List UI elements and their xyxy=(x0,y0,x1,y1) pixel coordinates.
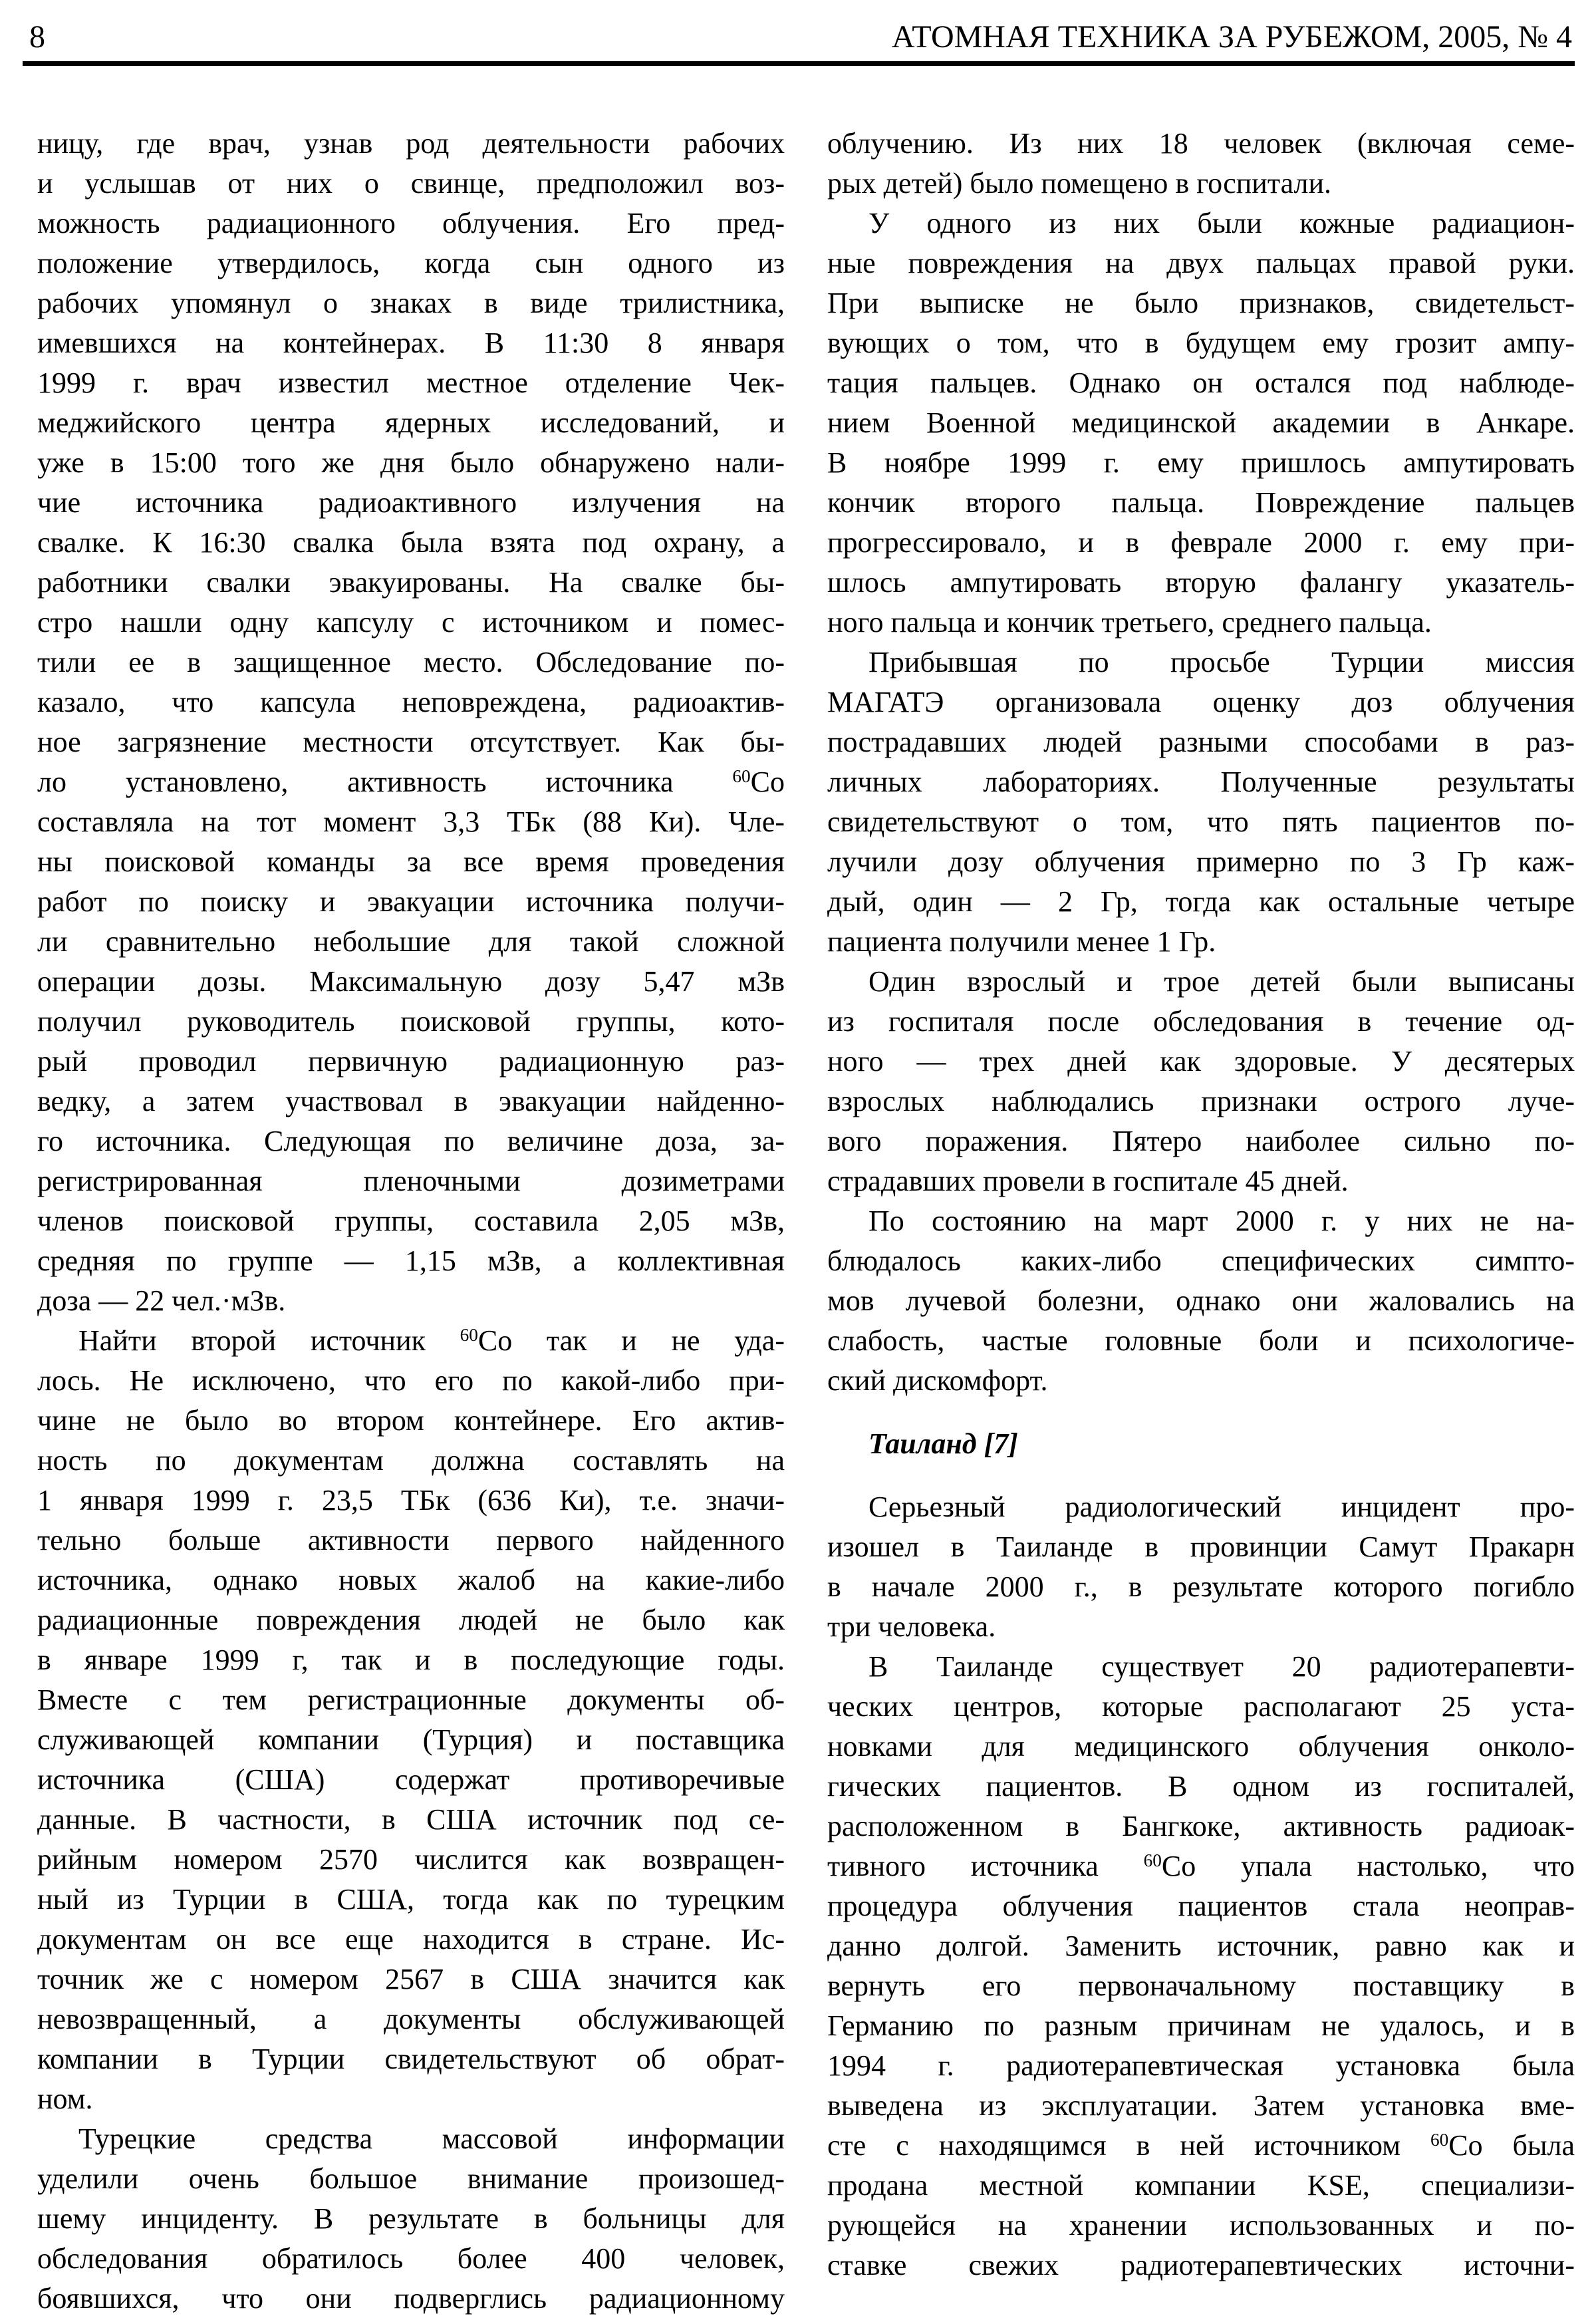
text-line: Вместе с тем регистрационные документы об- xyxy=(37,1683,785,1716)
text-line: ное загрязнение местности отсутствует. Как бы- xyxy=(37,726,785,758)
text-line: 1999 г. врач известил местное отделение Чек- xyxy=(37,366,785,399)
text-line: шлось ампутировать вторую фалангу указатель- xyxy=(827,566,1575,599)
isotope-superscript: 60 xyxy=(1430,2130,1449,2150)
paragraph xyxy=(827,204,1575,643)
text-line: вернуть его первоначальному поставщику в xyxy=(827,1969,1575,2002)
text-line: ский дискомфорт. xyxy=(827,1364,1048,1397)
text-line: По состоянию на март 2000 г. у них не на- xyxy=(868,1205,1575,1237)
text-line: пациента получили менее 1 Гр. xyxy=(827,925,1216,958)
text-line: У одного из них были кожные радиацион- xyxy=(868,207,1575,239)
text-line: положение утвердилось, когда сын одного из xyxy=(37,247,785,279)
text-line: Прибывшая по просьбе Турции миссия xyxy=(868,646,1575,678)
text-line: ные повреждения на двух пальцах правой руки. xyxy=(827,247,1575,279)
text-line: страдавших провели в госпитале 45 дней. xyxy=(827,1165,1349,1197)
text-line: доза — 22 чел.·мЗв. xyxy=(37,1284,286,1317)
text-line: ном. xyxy=(37,2083,93,2115)
text-line: новками для медицинского облучения онколо- xyxy=(827,1730,1575,1763)
section-heading xyxy=(827,1424,1575,1464)
paragraph xyxy=(37,1321,785,2119)
right-column xyxy=(827,124,1575,2285)
isotope-superscript: 60 xyxy=(460,1325,478,1346)
paragraph xyxy=(827,1487,1575,1647)
text-line: изошел в Таиланде в провинции Самут Пракарн xyxy=(827,1530,1575,1563)
text-line: ный из Турции в США, тогда как по турецким xyxy=(37,1883,785,1916)
header-divider xyxy=(23,61,1575,66)
text-line: ность по документам должна составлять на xyxy=(37,1444,785,1477)
text-line: личных лабораториях. Полученные результаты xyxy=(827,766,1575,798)
text-line: данные. В частности, в США источник под се- xyxy=(37,1803,785,1836)
text-line: рабочих упомянул о знаках в виде трилистника, xyxy=(37,287,785,319)
paragraph xyxy=(827,643,1575,962)
text-line: лучили дозу облучения примерно по 3 Гр каж- xyxy=(827,845,1575,878)
text-line: расположенном в Бангкоке, активность радиоак- xyxy=(827,1810,1575,1842)
text-line: Один взрослый и трое детей были выписаны xyxy=(868,965,1575,998)
text-line: выведена из эксплуатации. Затем установка вме- xyxy=(827,2089,1575,2122)
text-line: стро нашли одну капсулу с источником и помес- xyxy=(37,606,785,639)
text-line: компании в Турции свидетельствуют об обрат- xyxy=(37,2043,785,2075)
text-line: кончик второго пальца. Повреждение пальцев xyxy=(827,486,1575,519)
isotope-superscript: 60 xyxy=(732,766,751,787)
text-line: Германию по разным причинам не удалось, и в xyxy=(827,2009,1575,2042)
text-line: имевшихся на контейнерах. В 11:30 8 января xyxy=(37,327,785,359)
text-line: боявшихся, что они подверглись радиационному xyxy=(37,2282,785,2315)
text-line: источника, однако новых жалоб на какие-либо xyxy=(37,1564,785,1596)
text-line: продана местной компании KSE, специализи- xyxy=(827,2169,1575,2202)
text-line: рых детей) было помещено в госпитали. xyxy=(827,167,1332,200)
text-line: рый проводил первичную радиационную раз- xyxy=(37,1045,785,1078)
text-line: ного — трех дней как здоровые. У десятерых xyxy=(827,1045,1575,1078)
text-line: уделили очень большое внимание произошед- xyxy=(37,2162,785,2195)
text-line: ного пальца и кончик третьего, среднего пальца. xyxy=(827,606,1432,639)
text-line: членов поисковой группы, составила 2,05 мЗв, xyxy=(37,1205,785,1237)
text-line: невозвращенный, а документы обслуживающей xyxy=(37,2003,785,2035)
text-line: процедура облучения пациентов стала неоправ- xyxy=(827,1890,1575,1922)
text-line: 1 января 1999 г. 23,5 ТБк (636 Ки), т.е. значи- xyxy=(37,1484,785,1517)
text-line: тили ее в защищенное место. Обследование по- xyxy=(37,646,785,678)
text-line: документам он все еще находится в стране. Ис- xyxy=(37,1923,785,1956)
text-line: точник же с номером 2567 в США значится как xyxy=(37,1963,785,1995)
text-line: 1994 г. радиотерапевтическая установка была xyxy=(827,2049,1575,2082)
text-line: в январе 1999 г, так и в последующие годы. xyxy=(37,1644,785,1676)
page-number: 8 xyxy=(29,19,45,55)
text-line: облучению. Из них 18 человек (включая семе- xyxy=(827,127,1575,160)
text-line: го источника. Следующая по величине доза, за- xyxy=(37,1125,785,1157)
text-line: чине не было во втором контейнере. Его актив- xyxy=(37,1404,785,1437)
text-line: слабость, частые головные боли и психологиче- xyxy=(827,1324,1575,1357)
text-line: вующих о том, что в будущем ему грозит ампу- xyxy=(827,327,1575,359)
text-line: Серьезный радиологический инцидент про- xyxy=(868,1491,1575,1523)
text-line: казало, что капсула неповреждена, радиоактив- xyxy=(37,686,785,718)
text-line: ны поисковой команды за все время проведения xyxy=(37,845,785,878)
paragraph xyxy=(827,1647,1575,2285)
paragraph-continued xyxy=(827,124,1575,204)
text-line: работники свалки эвакуированы. На свалке бы- xyxy=(37,566,785,599)
text-line: пострадавших людей разными способами в раз- xyxy=(827,726,1575,758)
text-line: взрослых наблюдались признаки острого луче- xyxy=(827,1085,1575,1117)
journal-title: АТОМНАЯ ТЕХНИКА ЗА РУБЕЖОМ, 2005, № 4 xyxy=(891,19,1572,55)
isotope-superscript: 60 xyxy=(1143,1850,1162,1871)
text-line: сте с находящимся в ней источником $^{60}$Co была xyxy=(827,2129,1575,2162)
text-line: мов лучевой болезни, однако они жаловались на xyxy=(827,1284,1575,1317)
text-line: из госпиталя после обследования в течение од- xyxy=(827,1005,1575,1038)
text-line: В ноябре 1999 г. ему пришлось ампутировать xyxy=(827,446,1575,479)
text-line: МАГАТЭ организовала оценку доз облучения xyxy=(827,686,1575,718)
text-line: получил руководитель поисковой группы, кото- xyxy=(37,1005,785,1038)
left-column xyxy=(37,124,785,2319)
text-line: в начале 2000 г., в результате которого погибло xyxy=(827,1570,1575,1603)
text-line: операции дозы. Максимальную дозу 5,47 мЗв xyxy=(37,965,785,998)
text-line: гических пациентов. В одном из госпиталей, xyxy=(827,1770,1575,1803)
text-line: нием Военной медицинской академии в Анкаре. xyxy=(827,406,1575,439)
text-line: лось. Не исключено, что его по какой-либо при- xyxy=(37,1364,785,1397)
text-line: средняя по группе — 1,15 мЗв, а коллективная xyxy=(37,1244,785,1277)
text-line: можность радиационного облучения. Его пред- xyxy=(37,207,785,239)
text-line: рующейся на хранении использованных и по- xyxy=(827,2209,1575,2242)
text-line: служивающей компании (Турция) и поставщика xyxy=(37,1723,785,1756)
text-line: рийным номером 2570 числится как возвращен- xyxy=(37,1843,785,1876)
text-line: тельно больше активности первого найденного xyxy=(37,1524,785,1556)
text-line: блюдалось каких-либо специфических симпто- xyxy=(827,1244,1575,1277)
paragraph-continued xyxy=(37,124,785,1321)
text-line: свалке. К 16:30 свалка была взята под охрану, а xyxy=(37,526,785,559)
text-line: данно долгой. Заменить источник, равно как и xyxy=(827,1930,1575,1962)
heading-text: Таиланд [7] xyxy=(868,1427,1018,1460)
text-line: ведку, а затем участвовал в эвакуации найденно- xyxy=(37,1085,785,1117)
text-line: шему инциденту. В результате в больницы для xyxy=(37,2202,785,2235)
text-line: тивного источника $^{60}$Co упала настолько, что xyxy=(827,1850,1575,1882)
text-line: вого поражения. Пятеро наиболее сильно по- xyxy=(827,1125,1575,1157)
paragraph xyxy=(827,962,1575,1201)
paragraph xyxy=(827,1201,1575,1401)
text-line: ческих центров, которые располагают 25 уста- xyxy=(827,1690,1575,1723)
text-line: ло установлено, активность источника $^{60}$Co xyxy=(37,766,785,798)
text-line: При выписке не было признаков, свидетельст- xyxy=(827,287,1575,319)
text-line: свидетельствуют о том, что пять пациентов по- xyxy=(827,805,1575,838)
text-line: меджийского центра ядерных исследований, и xyxy=(37,406,785,439)
text-line: и услышав от них о свинце, предположил воз- xyxy=(37,167,785,200)
text-line: ницу, где врач, узнав род деятельности рабочих xyxy=(37,127,785,160)
text-line: тация пальцев. Однако он остался под наблюде- xyxy=(827,366,1575,399)
text-line: регистрированная пленочными дозиметрами xyxy=(37,1165,785,1197)
text-line: Найти второй источник $^{60}$Co так и не уда- xyxy=(78,1324,785,1357)
text-line: ли сравнительно небольшие для такой сложной xyxy=(37,925,785,958)
text-line: ставке свежих радиотерапевтических источни- xyxy=(827,2249,1575,2281)
text-line: Турецкие средства массовой информации xyxy=(78,2122,785,2155)
text-line: прогрессировало, и в феврале 2000 г. ему при- xyxy=(827,526,1575,559)
text-line: дый, один — 2 Гр, тогда как остальные четыре xyxy=(827,885,1575,918)
text-line: составляла на тот момент 3,3 ТБк (88 Ки). Чле- xyxy=(37,805,785,838)
paragraph xyxy=(37,2119,785,2319)
text-line: работ по поиску и эвакуации источника получи- xyxy=(37,885,785,918)
text-line: чие источника радиоактивного излучения на xyxy=(37,486,785,519)
text-line: В Таиланде существует 20 радиотерапевти- xyxy=(868,1650,1575,1683)
text-line: радиационные повреждения людей не было как xyxy=(37,1604,785,1636)
text-line: обследования обратилось более 400 человек, xyxy=(37,2242,785,2275)
text-line: уже в 15:00 того же дня было обнаружено нали- xyxy=(37,446,785,479)
text-line: источника (США) содержат противоречивые xyxy=(37,1763,785,1796)
text-line: три человека. xyxy=(827,1610,996,1643)
